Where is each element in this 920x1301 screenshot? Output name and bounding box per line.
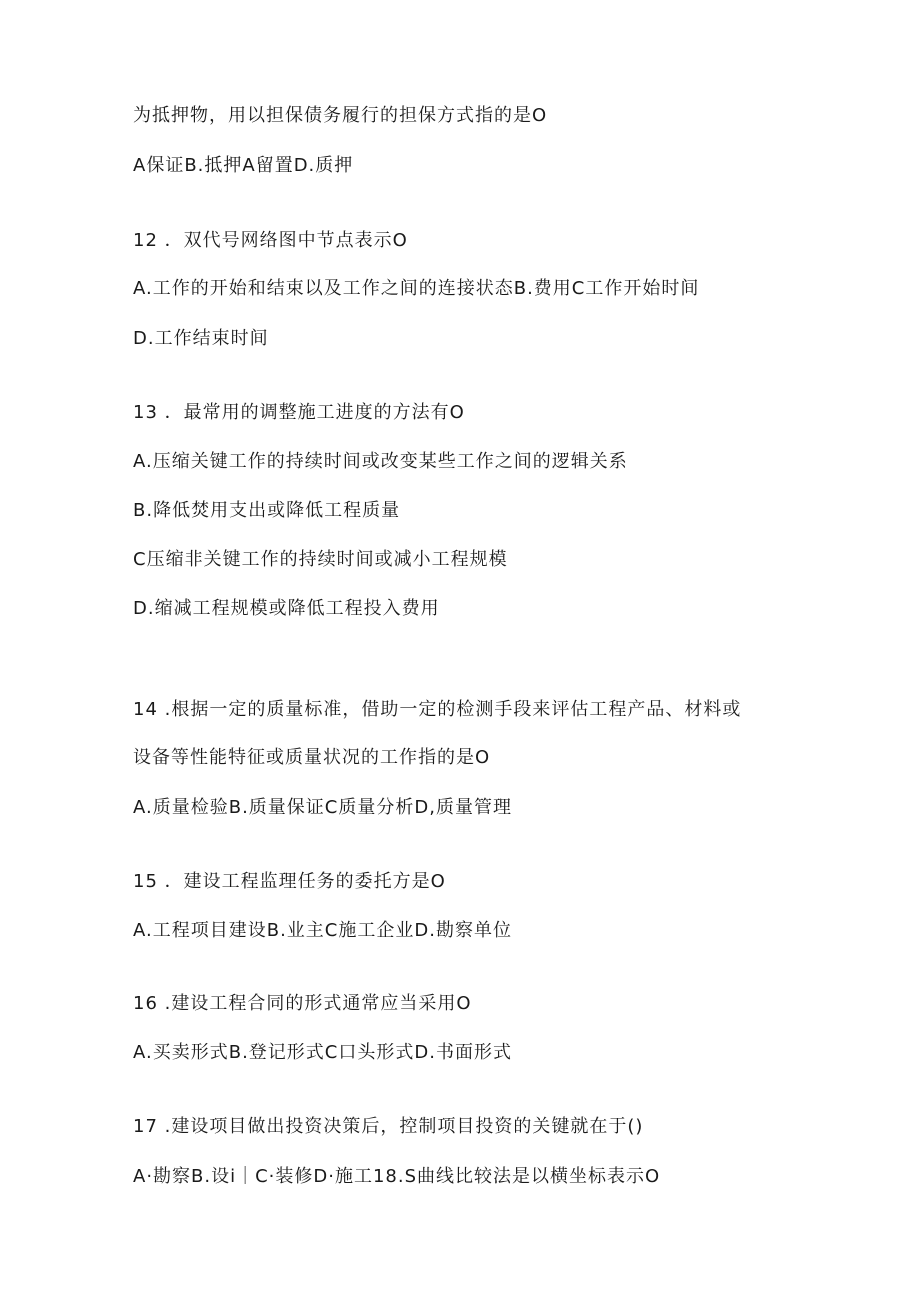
question-14-stem-line2: 设备等性能特征或质量状况的工作指的是O — [133, 747, 491, 768]
question-17-options-and-question-18: A·勘察B.设i｜C·装修D·施工18.S曲线比较法是以横坐标表示O — [133, 1166, 661, 1187]
question-16-stem: 16 .建设工程合同的形式通常应当采用O — [133, 993, 472, 1014]
question-16-options: A.买卖形式B.登记形式C口头形式D.书面形式 — [133, 1042, 512, 1063]
question-14-stem-line1: 14 .根据一定的质量标准，借助一定的检测手段来评估工程产品、材料或 — [133, 699, 742, 720]
question-13-option-c: C压缩非关键工作的持续时间或减小工程规模 — [133, 549, 508, 570]
question-13-stem: 13 ．最常用的调整施工进度的方法有O — [133, 402, 465, 423]
question-12-options-a-c: A.工作的开始和结束以及工作之间的连接状态B.费用C工作开始时间 — [133, 278, 700, 299]
question-11-stem: 为抵押物，用以担保债务履行的担保方式指的是O — [133, 105, 548, 126]
question-13-option-a: A.压缩关键工作的持续时间或改变某些工作之间的逻辑关系 — [133, 451, 628, 472]
question-13-option-b: B.降低焚用支出或降低工程质量 — [133, 500, 401, 521]
question-13-option-d: D.缩减工程规模或降低工程投入费用 — [133, 598, 440, 619]
question-15-stem: 15 ．建设工程监理任务的委托方是O — [133, 871, 446, 892]
question-12-option-d: D.工作结束时间 — [133, 328, 269, 349]
question-11-options: A保证B.抵押A留置D.质押 — [133, 155, 354, 176]
question-14-options: A.质量检验B.质量保证C质量分析D,质量管理 — [133, 797, 512, 818]
question-15-options: A.工程项目建设B.业主C施工企业D.勘察单位 — [133, 920, 512, 941]
question-17-stem: 17 .建设项目做出投资决策后，控制项目投资的关键就在于() — [133, 1116, 644, 1137]
question-12-stem: 12 ．双代号网络图中节点表示O — [133, 230, 408, 251]
